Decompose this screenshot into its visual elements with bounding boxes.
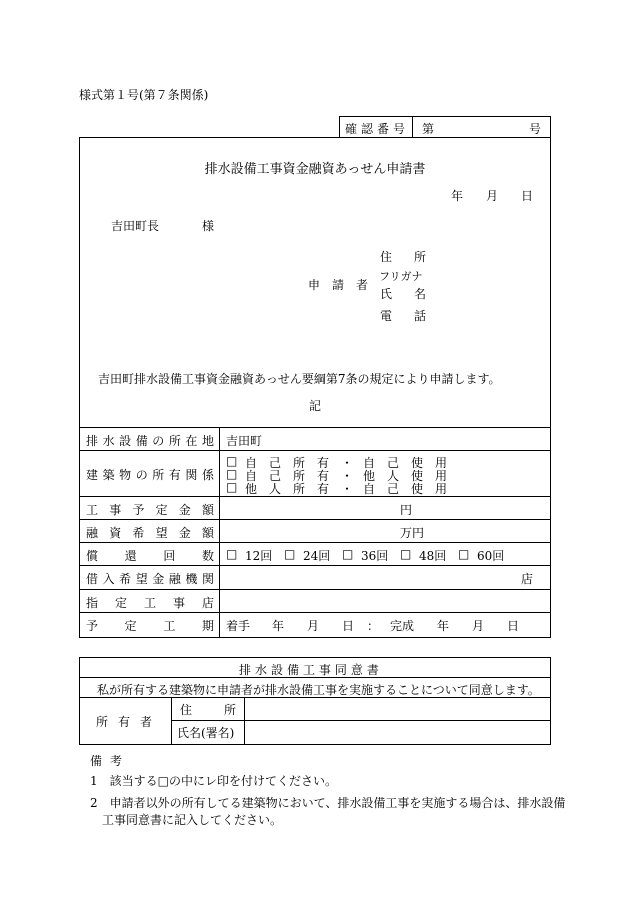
ownership-use-text: 自 己 使 用	[363, 456, 447, 470]
consent-name-label: 氏名(署名)	[177, 726, 235, 740]
date-year: 年	[451, 189, 464, 203]
period-start-year: 年	[272, 619, 285, 633]
period-end-day: 日	[507, 619, 520, 633]
repay-checkbox[interactable]: □	[284, 547, 296, 561]
repay-option-label: 60回	[477, 549, 505, 563]
repay-checkbox[interactable]: □	[458, 547, 470, 561]
confirmation-dai: 第	[422, 122, 435, 136]
consent-title: 排 水 設 備 工 事 同 意 書	[239, 663, 379, 677]
period-start-day: 日	[342, 619, 355, 633]
loan-label: 融 資 希 望 金 額	[86, 526, 214, 540]
applicant-phone-label: 電 話	[380, 309, 426, 323]
note-2-continued: 工事同意書に記入してください。	[90, 813, 283, 827]
ownership-dot: ・	[341, 482, 354, 496]
ownership-checkbox[interactable]: □	[226, 480, 238, 494]
ownership-owner-text: 自 己 所 有	[245, 469, 329, 483]
period-end: 完成	[390, 619, 415, 633]
ki-mark: 記	[309, 399, 322, 413]
loan-unit: 万円	[400, 526, 425, 540]
ownership-checkbox[interactable]: □	[226, 454, 238, 468]
notes-title: 備 考	[90, 754, 122, 768]
repay-checkbox[interactable]: □	[400, 547, 412, 561]
cost-label: 工 事 予 定 金 額	[86, 503, 214, 517]
addressee-name: 吉田町長	[111, 219, 160, 233]
repay-option-label: 12回	[245, 549, 273, 563]
ownership-owner-text: 自 己 所 有	[245, 456, 329, 470]
ownership-use-text: 自 己 使 用	[363, 482, 447, 496]
applicant-furigana-label: フリガナ	[379, 270, 423, 283]
period-start: 着手	[226, 619, 251, 633]
ownership-dot: ・	[341, 469, 354, 483]
form-title: 排水設備工事資金融資あっせん申請書	[204, 162, 426, 177]
consent-address-label: 住 所	[180, 703, 236, 717]
bank-label: 借 入 希 望 金 融 機 関	[86, 572, 214, 586]
repay-label: 償 還 回 数	[86, 549, 214, 563]
bank-unit: 店	[521, 572, 534, 586]
application-statement: 吉田町排水設備工事資金融資あっせん要綱第7条の規定により申請します。	[98, 372, 501, 386]
period-end-month: 月	[472, 619, 485, 633]
confirmation-number-label: 確 認 番 号	[345, 122, 405, 136]
contractor-label: 指 定 工 事 店	[86, 596, 214, 610]
confirmation-go: 号	[529, 122, 542, 136]
period-end-year: 年	[437, 619, 450, 633]
consent-owner-label: 所 有 者	[96, 715, 152, 729]
ownership-label: 建 築 物 の 所 有 関 係	[86, 468, 214, 482]
consent-text: 私が所有する建築物に申請者が排水設備工事を実施することについて同意します。	[97, 683, 540, 697]
applicant-label: 申 請 者	[308, 278, 368, 292]
applicant-address-label: 住 所	[380, 250, 426, 264]
date-month: 月	[486, 189, 499, 203]
ownership-checkbox[interactable]: □	[226, 467, 238, 481]
note-1: 1 該当する□の中にレ印を付けてください。	[90, 774, 337, 788]
ownership-use-text: 他 人 使 用	[363, 469, 447, 483]
applicant-name-label: 氏 名	[380, 287, 426, 301]
form-number: 様式第１号(第７条関係)	[79, 88, 209, 102]
period-label: 予 定 工 期	[86, 619, 214, 633]
period-start-month: 月	[307, 619, 320, 633]
repay-option-label: 48回	[419, 549, 447, 563]
date-day: 日	[521, 189, 534, 203]
location-label: 排 水 設 備 の 所 在 地	[86, 434, 214, 448]
repay-option-label: 24回	[303, 549, 331, 563]
location-value: 吉田町	[226, 434, 263, 448]
note-2: 2 申請者以外の所有してる建築物において、排水設備工事を実施する場合は、排水設備	[90, 796, 566, 810]
addressee-sama: 様	[202, 219, 215, 233]
cost-unit: 円	[400, 503, 413, 517]
period-separator: ：	[367, 619, 380, 633]
repay-option-label: 36回	[361, 549, 389, 563]
ownership-dot: ・	[341, 456, 354, 470]
ownership-owner-text: 他 人 所 有	[245, 482, 329, 496]
repay-checkbox[interactable]: □	[226, 547, 238, 561]
repay-checkbox[interactable]: □	[342, 547, 354, 561]
